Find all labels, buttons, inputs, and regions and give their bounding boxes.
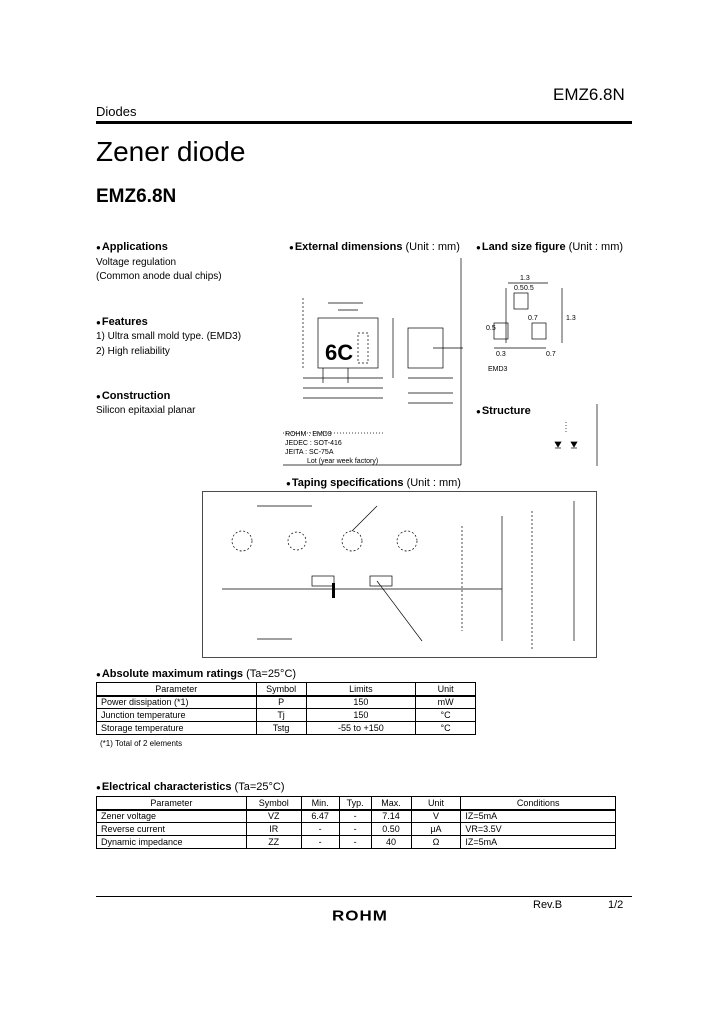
cell: IZ=5mA [461,810,616,823]
cell: Zener voltage [97,810,247,823]
land-size-heading: ● Land size figure (Unit : mm) [476,241,623,253]
part-number: EMZ6.8N [96,186,177,207]
land-dim: 1.3 [520,275,530,282]
cell: - [339,836,371,849]
absolute-max-heading: ● Absolute maximum ratings (Ta=25°C) [96,668,296,680]
cell: IZ=5mA [461,836,616,849]
header-part-code: EMZ6.8N [553,85,625,104]
col-header: Parameter [97,683,257,696]
footer-page: 1/2 [608,899,624,911]
land-dim: 0.7 [546,351,556,358]
table-row [97,722,476,735]
lot-note: Lot (year week factory) [307,458,379,465]
cell: Tstg [256,722,306,735]
cell: - [301,836,339,849]
cell: V [411,810,461,823]
applications-line: (Common anode dual chips) [96,271,222,282]
absolute-max-footnote: (*1) Total of 2 elements [100,739,183,748]
footer-revision: Rev.B [533,899,563,911]
col-header: Unit [416,683,476,696]
cell: IR [246,823,301,836]
package-line: JEDEC : SOT-416 [285,440,342,447]
land-dim: 0.5 [514,285,524,292]
cell: Reverse current [97,823,247,836]
table-row [97,696,476,709]
land-dim: 0.5 [524,285,534,292]
col-header: Typ. [339,797,371,810]
land-dim: 0.5 [486,325,496,332]
cell: VR=3.5V [461,823,616,836]
col-header: Min. [301,797,339,810]
construction-line: Silicon epitaxial planar [96,405,196,416]
land-dim: 1.3 [566,315,576,322]
footer-rule [96,896,632,897]
cell: °C [416,709,476,722]
col-header: Symbol [246,797,301,810]
cell: P [256,696,306,709]
package-line: ROHM : EMD3 [285,431,332,438]
features-line: 1) Ultra small mold type. (EMD3) [96,331,242,342]
table-row [97,836,616,849]
external-dimensions-drawing [283,258,465,468]
features-line: 2) High reliability [96,346,170,357]
land-dim: 0.7 [528,315,538,322]
features-heading: ● Features [96,316,148,328]
table-row [97,709,476,722]
cell: - [301,823,339,836]
cell: 150 [306,696,416,709]
electrical-heading: ● Electrical characteristics (Ta=25°C) [96,781,285,793]
col-header: Max. [371,797,411,810]
cell: Tj [256,709,306,722]
cell: ZZ [246,836,301,849]
cell: Ω [411,836,461,849]
taping-drawing [202,491,598,659]
marking-text: 6C [325,340,354,365]
cell: Storage temperature [97,722,257,735]
cell: 40 [371,836,411,849]
page-title: Zener diode [96,136,246,167]
cell: Junction temperature [97,709,257,722]
external-dimensions-heading: ● External dimensions (Unit : mm) [289,241,460,253]
col-header: Unit [411,797,461,810]
cell: - [339,823,371,836]
cell: 6.47 [301,810,339,823]
cell: Dynamic impedance [97,836,247,849]
col-header: Conditions [461,797,616,810]
col-header: Parameter [97,797,247,810]
electrical-table [96,796,616,849]
construction-heading: ● Construction [96,390,170,402]
col-header: Symbol [256,683,306,696]
cell: 7.14 [371,810,411,823]
table-row [97,810,616,823]
cell: VZ [246,810,301,823]
cell: -55 to +150 [306,722,416,735]
cell: mW [416,696,476,709]
cell: °C [416,722,476,735]
table-row [97,823,616,836]
header-category: Diodes [96,104,137,119]
cell: - [339,810,371,823]
structure-heading: ● Structure [476,405,531,417]
package-line: JEITA : SC-75A [285,449,334,456]
header-rule [96,121,632,124]
cell: 150 [306,709,416,722]
col-header: Limits [306,683,416,696]
applications-heading: ● Applications [96,241,168,253]
cell: Power dissipation (*1) [97,696,257,709]
absolute-max-table [96,682,476,735]
land-package: EMD3 [488,366,508,373]
structure-drawing [540,404,600,466]
cell: μA [411,823,461,836]
applications-line: Voltage regulation [96,257,177,268]
cell: 0.50 [371,823,411,836]
land-size-drawing [484,268,584,378]
taping-heading: ● Taping specifications (Unit : mm) [286,477,461,489]
land-dim: 0.3 [496,351,506,358]
rohm-logo: ROHM [332,907,388,924]
